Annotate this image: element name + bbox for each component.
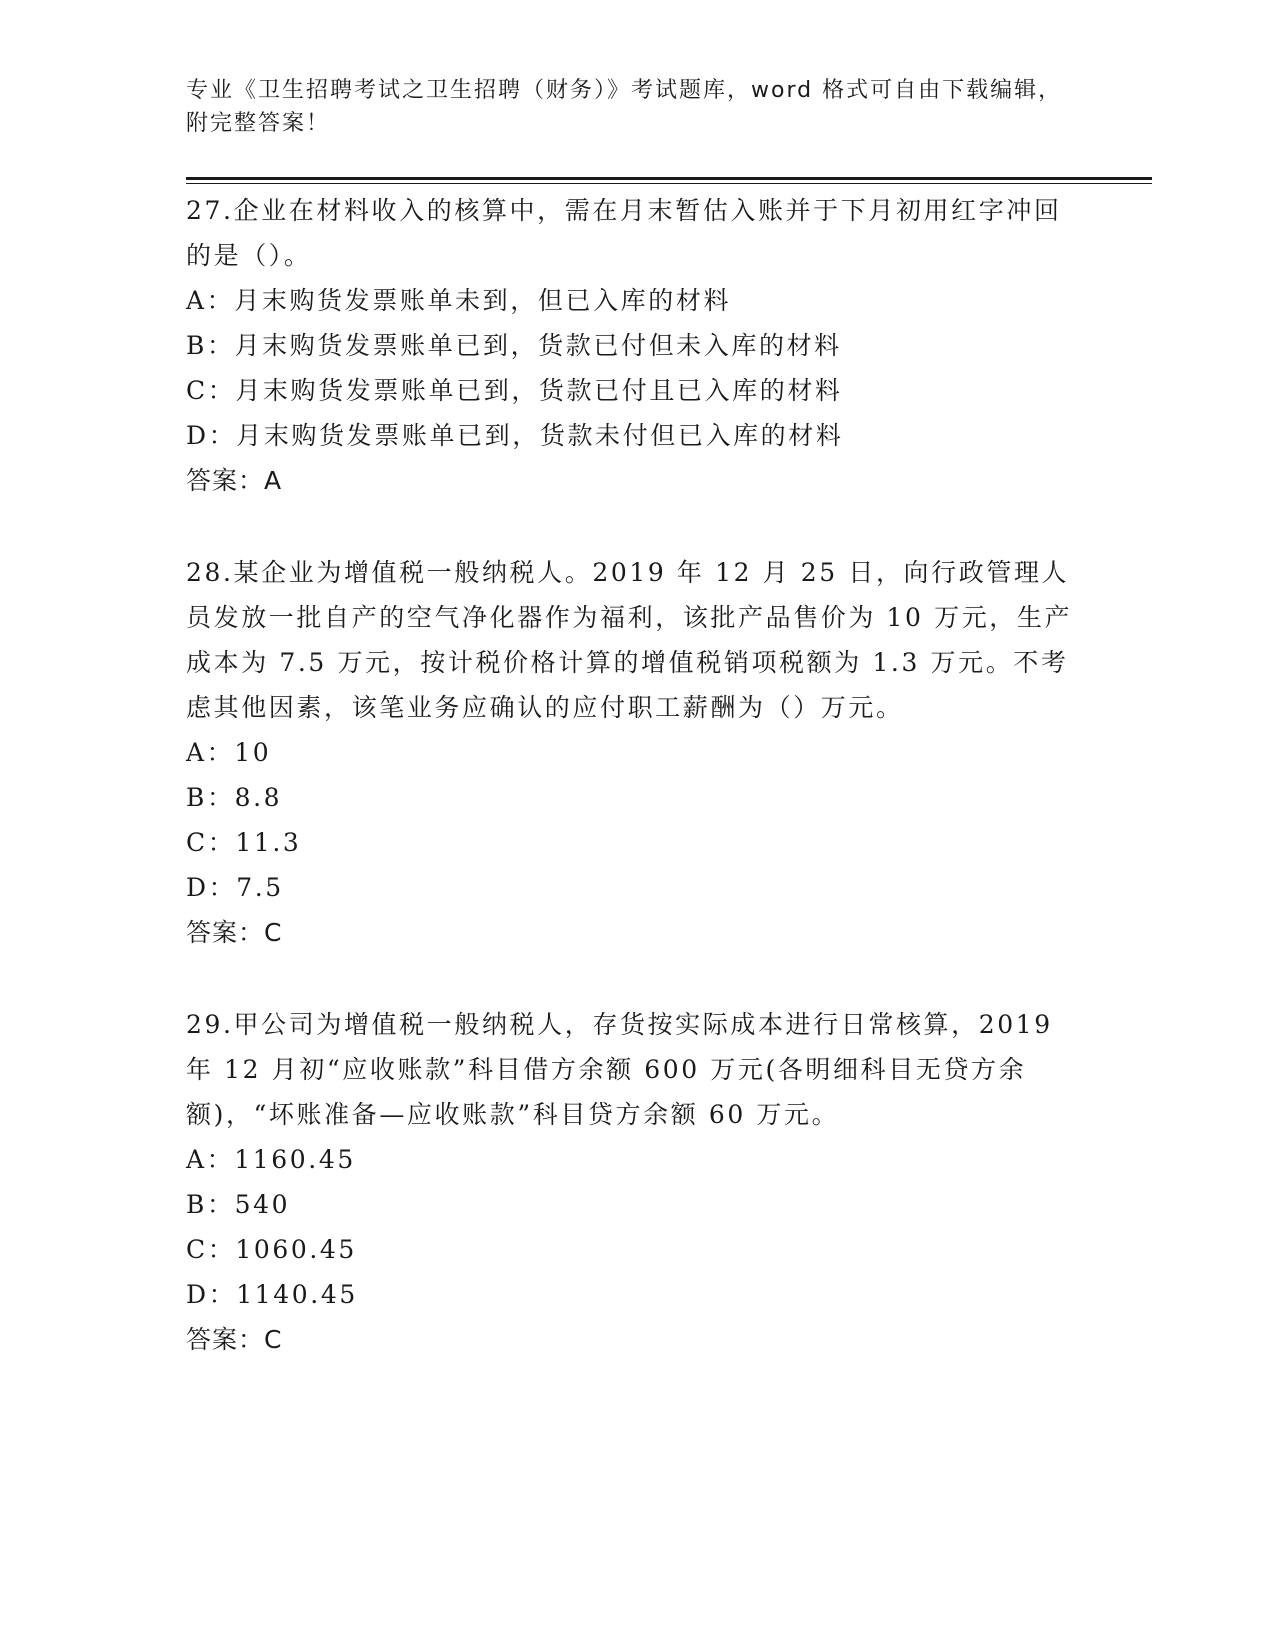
option-c: C：1060.45 [186,1235,357,1264]
document-header: 专业《卫生招聘考试之卫生招聘（财务）》考试题库，word 格式可自由下载编辑，附完整答案！ [186,78,1063,136]
question-text: 27.企业在材料收入的核算中，需在月末暂估入账并于下月初用红字冲回的是（）。 [186,196,1062,270]
question-27 [186,188,1086,503]
option-b: B：月末购货发票账单已到，货款已付但未入库的材料 [186,331,842,360]
question-text: 29.甲公司为增值税一般纳税人，存货按实际成本进行日常核算，2019 年 12 月初“应收账款”科目借方余额 600 万元(各明细科目无贷方余额)，“坏账准备—应收账款”科目贷方余额 60 万元。 [186,1010,1053,1129]
option-b: B：8.8 [186,783,283,812]
option-d: D：7.5 [186,873,284,902]
answer-label: 答案：C [186,1325,283,1354]
option-a: A：10 [186,738,272,767]
option-b: B：540 [186,1190,291,1219]
answer-label: 答案：A [186,466,283,495]
question-29 [186,1002,1086,1362]
question-text: 28.某企业为增值税一般纳税人。2019 年 12 月 25 日，向行政管理人员发放一批自产的空气净化器作为福利，该批产品售价为 10 万元，生产成本为 7.5 万元，按计税价格计算的增值税销项税额为 1.3 万元。不考虑其他因素，该笔业务应确认的应付职工薪酬为（）万元。 [186,558,1073,722]
option-a: A：月末购货发票账单未到，但已入库的材料 [186,286,732,315]
question-28 [186,550,1086,955]
option-c: C：11.3 [186,828,302,857]
option-a: A：1160.45 [186,1145,356,1174]
option-d: D：月末购货发票账单已到，货款未付但已入库的材料 [186,421,844,450]
option-d: D：1140.45 [186,1280,358,1309]
header-divider-thick [186,177,1152,180]
question-list [186,188,1086,1409]
option-c: C：月末购货发票账单已到，货款已付且已入库的材料 [186,376,843,405]
answer-label: 答案：C [186,918,283,947]
header-divider-thin [186,183,1152,184]
